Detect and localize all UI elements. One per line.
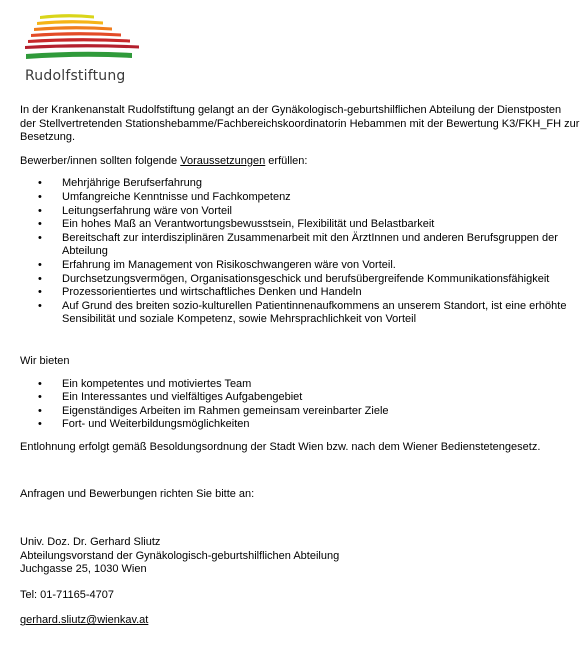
list-item-text: Bereitschaft zur interdisziplinären Zusammenarbeit mit den ÄrztInnen und anderen Berufsgruppen der Abteilung	[62, 231, 558, 258]
list-item	[20, 405, 580, 419]
list-item	[20, 259, 580, 273]
bullet-icon: •	[38, 218, 42, 231]
offer-heading: Wir bieten	[20, 354, 70, 367]
requirements-lead	[20, 155, 580, 169]
job-posting-body	[20, 104, 580, 628]
requirements-list	[20, 177, 580, 327]
list-item	[20, 300, 580, 327]
logo-wordmark: Rudolfstiftung	[25, 68, 126, 84]
list-item	[20, 218, 580, 232]
list-item	[20, 232, 580, 259]
contact-role: Abteilungsvorstand der Gynäkologisch-geburtshilflichen Abteilung	[20, 549, 340, 562]
bullet-icon: •	[38, 231, 42, 244]
bullet-icon: •	[38, 404, 42, 417]
contact-address: Juchgasse 25, 1030 Wien	[20, 563, 147, 576]
logo-base-stripe	[26, 52, 132, 59]
list-item	[20, 205, 580, 219]
requirements-lead-after: erfüllen:	[265, 154, 308, 167]
logo-stripe	[37, 20, 103, 25]
list-item-text: Umfangreiche Kenntnisse und Fachkompetenz	[62, 190, 291, 203]
list-item	[20, 191, 580, 205]
requirements-lead-underlined: Voraussetzungen	[180, 154, 266, 167]
logo-stripes-graphic	[22, 8, 142, 70]
list-item-text: Fort- und Weiterbildungsmöglichkeiten	[62, 418, 250, 431]
bullet-icon: •	[38, 286, 42, 299]
list-item-text: Erfahrung im Management von Risikoschwangeren wäre von Vorteil.	[62, 258, 396, 271]
intro-paragraph: In der Krankenanstalt Rudolfstiftung gelangt an der Gynäkologisch-geburtshilflichen Abteilung der Dienstposten der Stellvertretenden Stationshebamme/Fachbereichskoordinatorin Hebammen mit der Bewertung K3/FKH_FH zur Besetzung.	[20, 104, 580, 144]
rudolfstiftung-logo	[22, 8, 142, 88]
bullet-icon: •	[38, 391, 42, 404]
requirements-lead-before: Bewerber/innen sollten folgende	[20, 154, 181, 167]
list-item-text: Ein Interessantes und vielfältiges Aufgabengebiet	[62, 391, 303, 404]
logo-stripe	[31, 32, 121, 37]
bullet-icon: •	[38, 377, 42, 390]
list-item-text: Mehrjährige Berufserfahrung	[62, 177, 203, 190]
list-item-text: Durchsetzungsvermögen, Organisationsgeschick und berufsübergreifende Kommunikationsfähigkeit	[62, 272, 550, 285]
logo-stripe	[25, 44, 139, 49]
bullet-icon: •	[38, 177, 42, 190]
bullet-icon: •	[38, 204, 42, 217]
list-item	[20, 391, 580, 405]
list-item-text: Ein hohes Maß an Verantwortungsbewusstsein, Flexibilität und Belastbarkeit	[62, 218, 435, 231]
bullet-icon: •	[38, 272, 42, 285]
list-item-text: Auf Grund des breiten sozio-kulturellen Patientinnenaufkommens an unserem Standort, ist eine erhöhte Sensibilität und soziale Kompetenz, sowie Mehrsprachlichkeit von Vorteil	[62, 299, 567, 326]
logo-stripe	[40, 14, 94, 19]
contact-name: Univ. Doz. Dr. Gerhard Sliutz	[20, 536, 161, 549]
list-item	[20, 378, 580, 392]
logo-stripe	[28, 38, 130, 43]
contact-phone: Tel: 01-71165-4707	[20, 588, 114, 601]
list-item	[20, 273, 580, 287]
list-item	[20, 177, 580, 191]
inquiries-line: Anfragen und Bewerbungen richten Sie bitte an:	[20, 488, 255, 501]
logo-stripe	[34, 26, 112, 31]
list-item-text: Eigenständiges Arbeiten im Rahmen gemeinsam vereinbarter Ziele	[62, 404, 389, 417]
list-item-text: Ein kompetentes und motiviertes Team	[62, 377, 252, 390]
contact-email-link[interactable]: gerhard.sliutz@wienkav.at	[20, 614, 149, 627]
bullet-icon: •	[38, 190, 42, 203]
list-item	[20, 418, 580, 432]
list-item-text: Prozessorientiertes und wirtschaftliches Denken und Handeln	[62, 286, 362, 299]
bullet-icon: •	[38, 258, 42, 271]
list-item	[20, 286, 580, 300]
offer-list	[20, 378, 580, 432]
bullet-icon: •	[38, 418, 42, 431]
list-item-text: Leitungserfahrung wäre von Vorteil	[62, 204, 232, 217]
pay-paragraph: Entlohnung erfolgt gemäß Besoldungsordnung der Stadt Wien bzw. nach dem Wiener Bedienstetengesetz.	[20, 440, 541, 453]
bullet-icon: •	[38, 299, 42, 312]
